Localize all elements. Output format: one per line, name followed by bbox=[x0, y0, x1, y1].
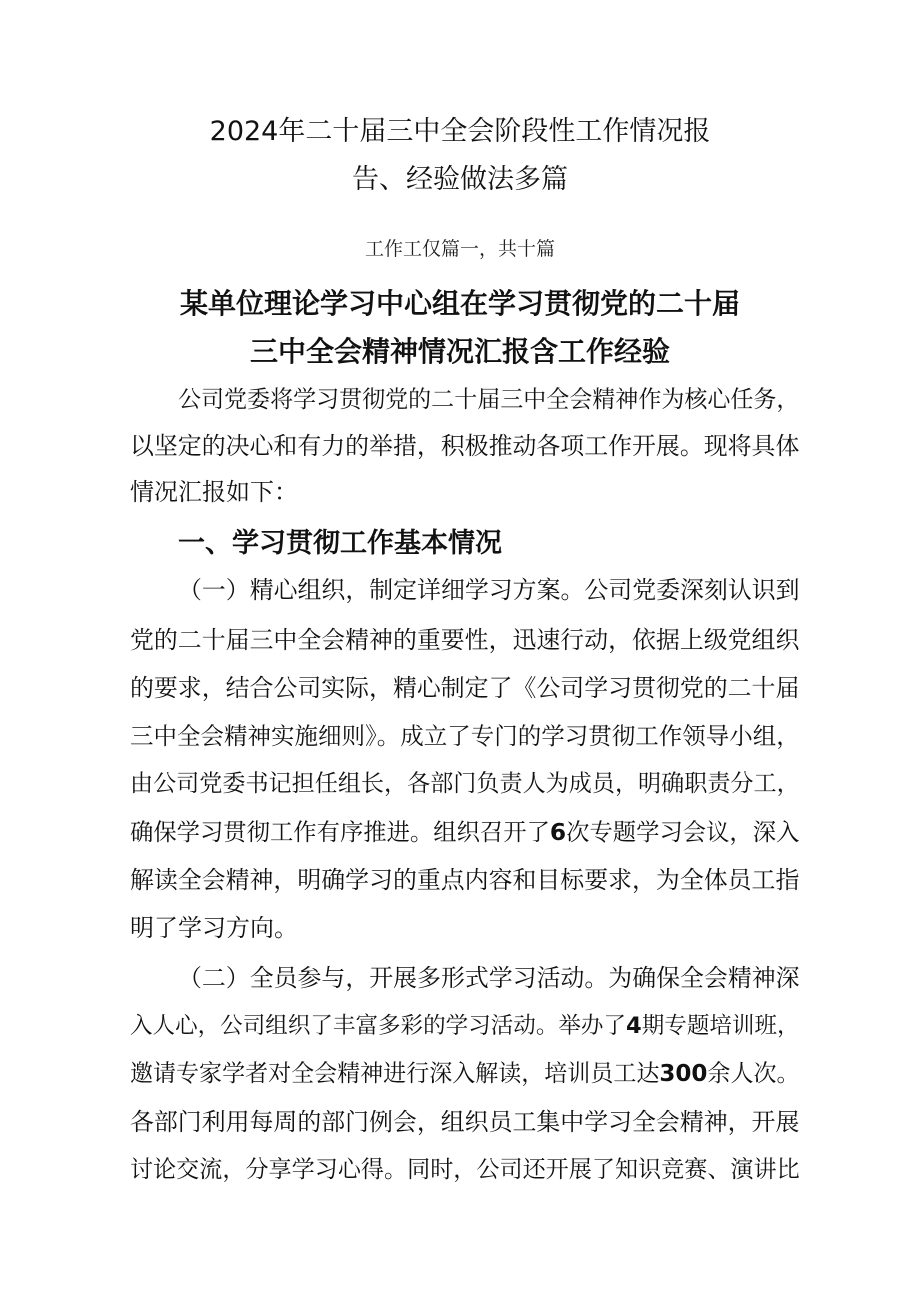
para1-line-6 bbox=[130, 812, 799, 852]
para2-line-2 bbox=[130, 1006, 800, 1046]
document-subtitle: 工作工仅篇一，共十篇 bbox=[364, 238, 555, 260]
para1-line-7: 解读全会精神，明确学习的重点内容和目标要求，为全体员工指 bbox=[130, 866, 800, 894]
document-title-line-1: 2024年二十届三中全会阶段性工作情况报 bbox=[209, 116, 711, 147]
para1-line-3: 的要求，结合公司实际，精心制定了《公司学习贯彻党的二十届 bbox=[130, 674, 800, 702]
para1-line-5: 由公司党委书记担任组长，各部门负责人为成员，明确职责分工， bbox=[130, 771, 800, 797]
intro-line-1: 公司党委将学习贯彻党的二十届三中全会精神作为核心任务， bbox=[178, 387, 800, 413]
para2-line-4: 各部门利用每周的部门例会，组织员工集中学习全会精神，开展 bbox=[130, 1108, 800, 1136]
para2-line-2-text-b: 期专题培训班， bbox=[641, 1013, 800, 1039]
para1-line-6-text-a: 确保学习贯彻工作有序推进。组织召开了 bbox=[130, 818, 550, 846]
article-title-line-2: 三中全会精神情况汇报含工作经验 bbox=[249, 335, 670, 368]
para1-line-1: （一）精心组织，制定详细学习方案。公司党委深刻认识到 bbox=[178, 576, 800, 604]
para1-line-6-text-b: 次专题学习会议，深入 bbox=[566, 818, 800, 846]
document-title-line-2: 告、经验做法多篇 bbox=[352, 164, 568, 195]
meeting-count: 6 bbox=[549, 818, 567, 846]
para1-line-4: 三中全会精神实施细则》。成立了专门的学习贯彻工作领导小组， bbox=[130, 722, 800, 750]
section-heading-1: 一、学习贯彻工作基本情况 bbox=[178, 528, 502, 559]
article-title-line-1: 某单位理论学习中心组在学习贯彻党的二十届 bbox=[179, 287, 740, 320]
intro-line-3: 情况汇报如下： bbox=[130, 478, 298, 506]
para2-line-1: （二）全员参与，开展多形式学习活动。为确保全会精神深 bbox=[178, 964, 800, 992]
para2-line-3-text-b: 余人次。 bbox=[707, 1061, 800, 1087]
para1-line-8: 明了学习方向。 bbox=[130, 914, 298, 942]
training-session-count: 4 bbox=[626, 1013, 642, 1039]
para2-line-5: 讨论交流，分享学习心得。同时，公司还开展了知识竞赛、演讲比 bbox=[130, 1157, 800, 1183]
para2-line-2-text-a: 入人心，公司组织了丰富多彩的学习活动。举办了 bbox=[130, 1013, 627, 1039]
para1-line-2: 党的二十届三中全会精神的重要性，迅速行动，依据上级党组织 bbox=[130, 626, 800, 654]
trainee-count: 300 bbox=[659, 1061, 708, 1087]
para2-line-3-text-a: 邀请专家学者对全会精神进行深入解读，培训员工达 bbox=[130, 1061, 660, 1087]
para2-line-3 bbox=[130, 1054, 800, 1094]
intro-line-2: 以坚定的决心和有力的举措，积极推动各项工作开展。现将具体 bbox=[130, 432, 800, 460]
